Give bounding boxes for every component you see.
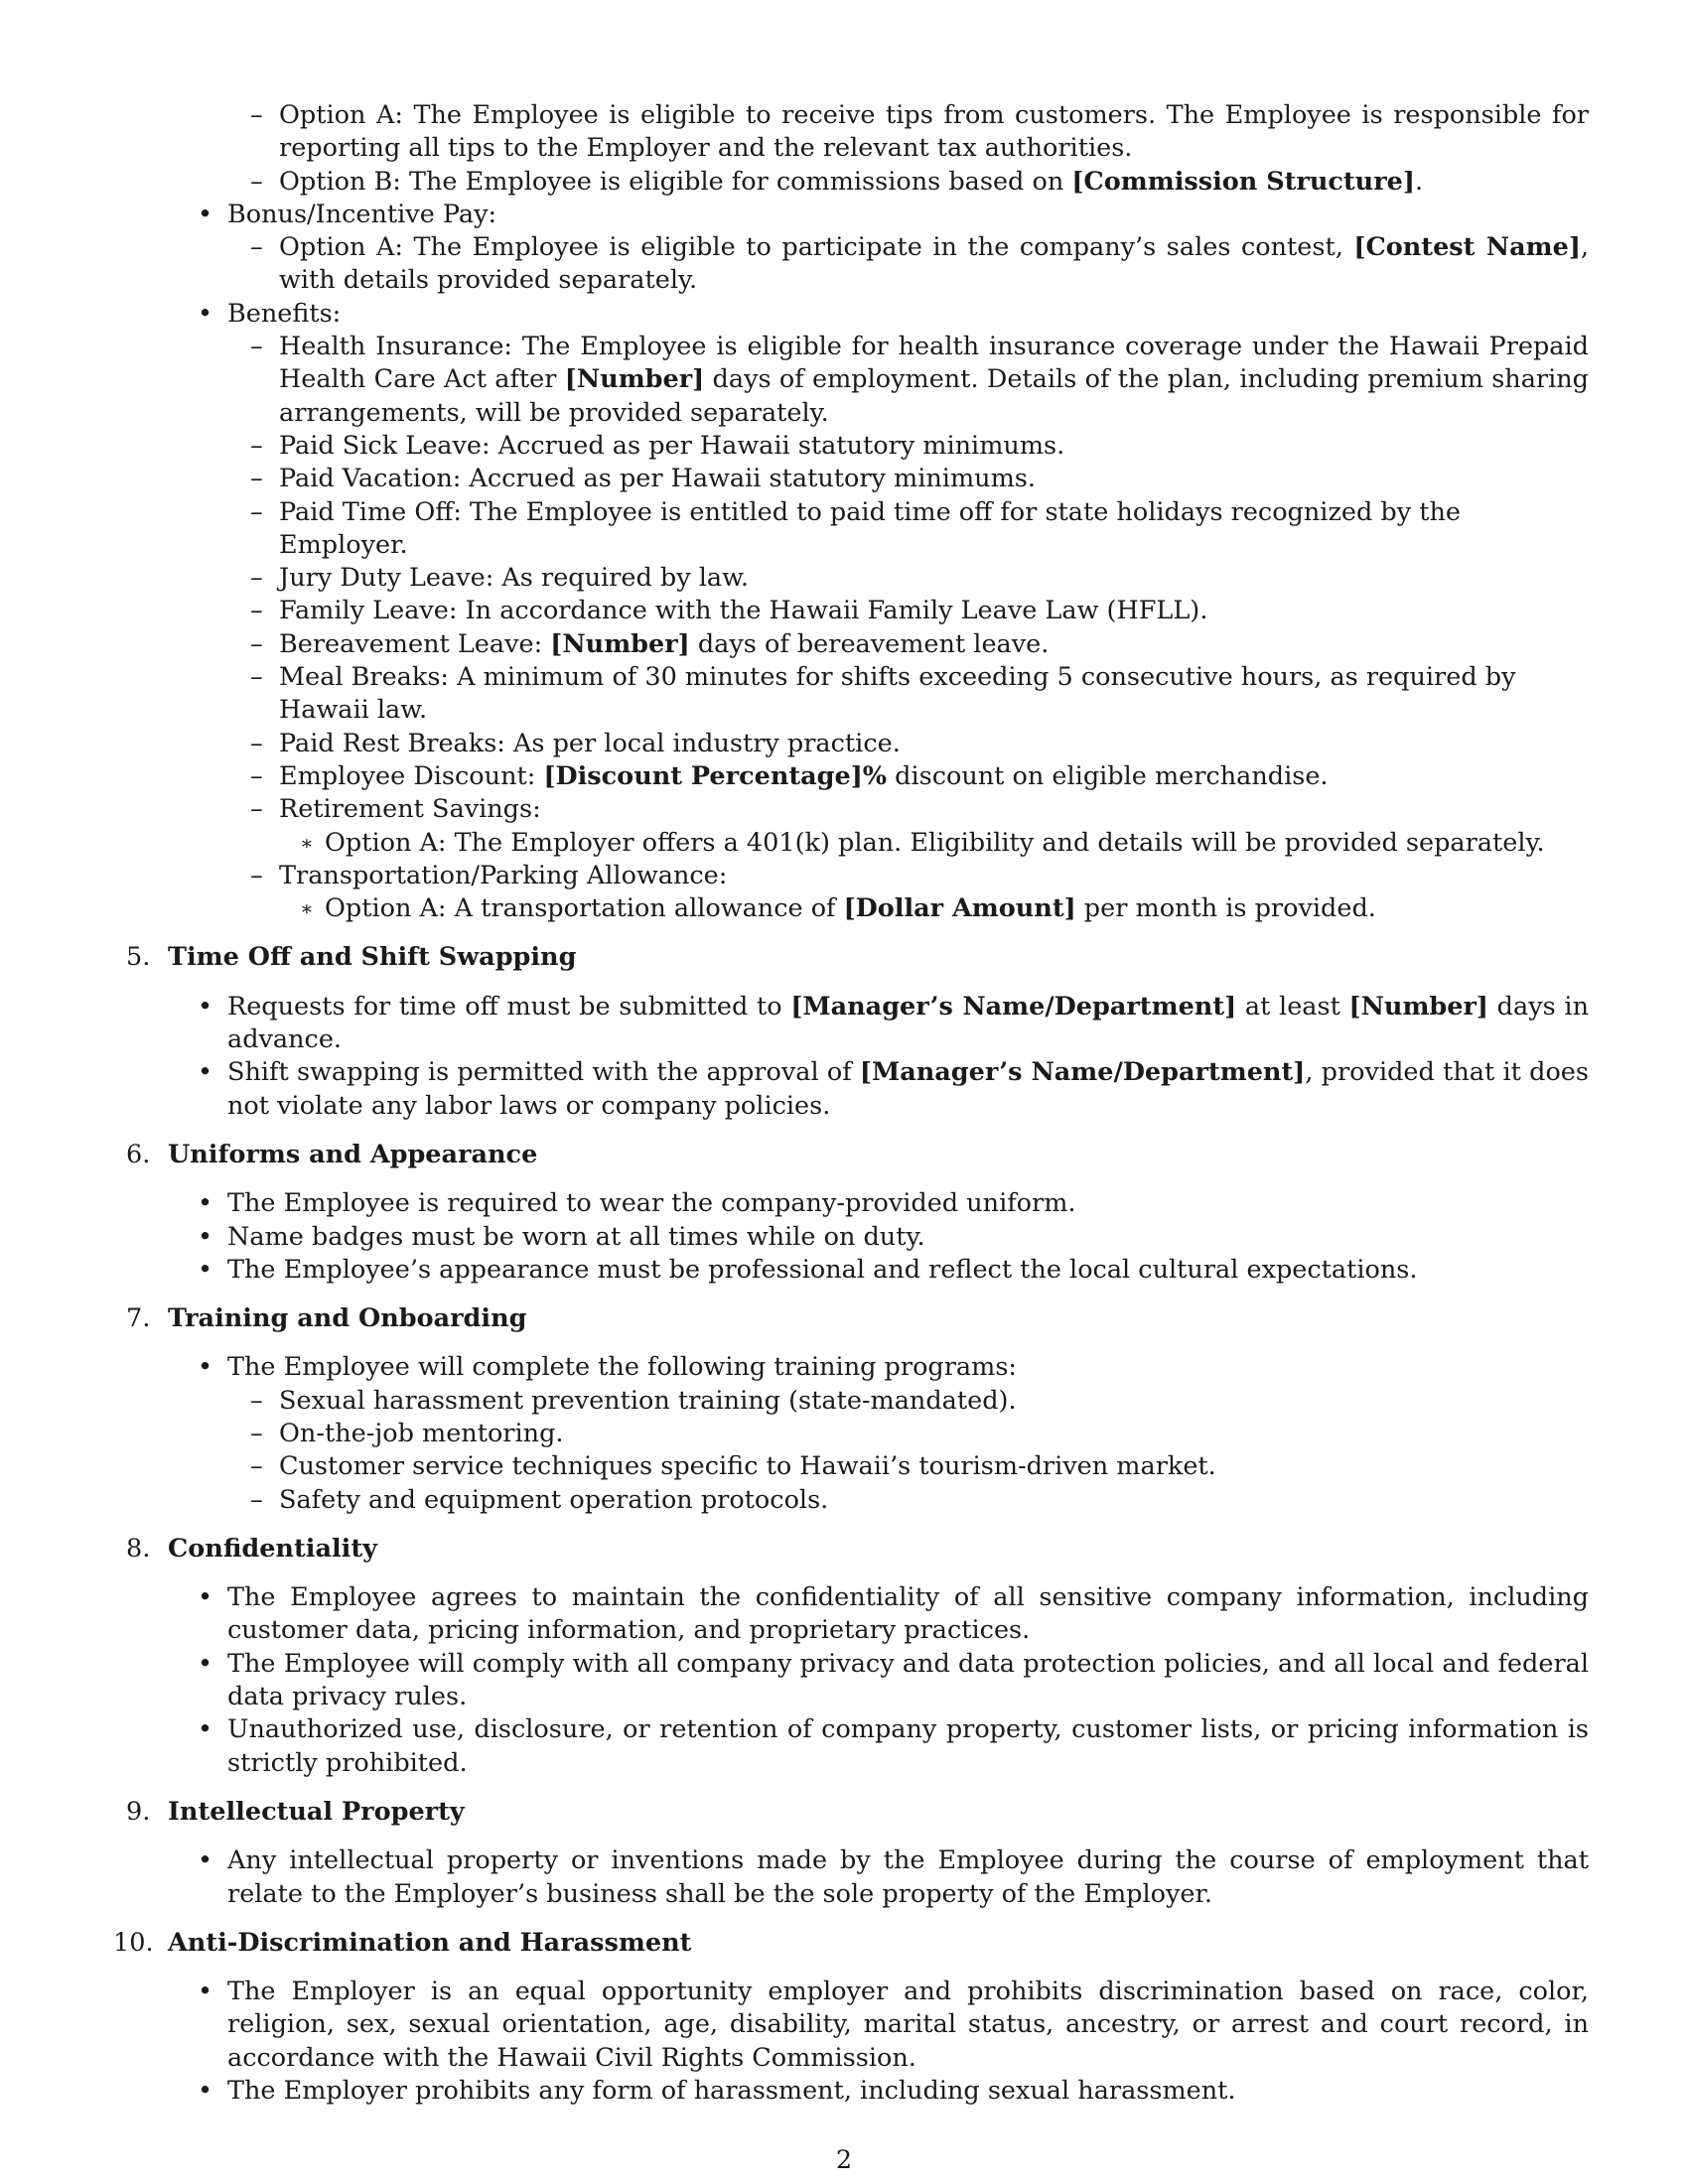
jury-duty: – Jury Duty Leave: As required by law. (279, 562, 1589, 595)
dash-marker: – (250, 794, 263, 825)
bullet-marker: • (198, 1714, 213, 1745)
sick-leave: – Paid Sick Leave: Accrued as per Hawaii statutory minimums. (279, 430, 1589, 463)
list-item: • Unauthorized use, disclosure, or retention of company property, customer lists, or pricing information is strictly prohibited. (198, 1714, 1589, 1778)
list-item: • The Employer prohibits any form of harassment, including sexual harassment. (227, 2075, 1589, 2108)
tips-option: – Option A: The Employee is eligible to receive tips from customers. The Employee is responsible for reporting all tips to the Employer and the relevant tax authorities. (250, 100, 1589, 164)
list-item: • Requests for time off must be submitted to [Manager’s Name/Department] at least [Number] days in advance. (198, 991, 1589, 1055)
section-title: Confidentiality (168, 1533, 377, 1564)
paid-vacation: – Paid Vacation: Accrued as per Hawaii statutory minimums. (279, 463, 1589, 495)
list-item: • The Employee is required to wear the company-provided uniform. (227, 1187, 1589, 1220)
bonus-option: – Option A: The Employee is eligible to participate in the company’s sales contest, [Contest Name], with details provided separately. (250, 232, 1589, 296)
bereavement-leave: – Bereavement Leave: [Number] days of bereavement leave. (279, 628, 1589, 661)
section-title: Intellectual Property (168, 1796, 465, 1827)
bullet-marker: • (198, 298, 213, 329)
bonus-item: • Bonus/Incentive Pay: (227, 199, 1589, 231)
bullet-marker: • (198, 1648, 213, 1679)
list-item: • The Employer is an equal opportunity employer and prohibits discrimination based on race, color, religion, sex, sexual orientation, age, disability, marital status, ancestry, or arrest and court record, in accordance with the Hawaii Civil Rights Commission. (198, 1977, 1589, 2073)
bullet-marker: • (198, 1188, 213, 1219)
training-item: – Safety and equipment operation protocols. (279, 1484, 1589, 1517)
retirement-option: ∗ Option A: The Employer offers a 401(k) plan. Eligibility and details will be provided separately. (325, 827, 1589, 860)
number-placeholder: [Number] (550, 628, 690, 659)
dash-marker: – (250, 760, 263, 791)
dash-marker: – (250, 728, 263, 758)
section-heading (126, 1533, 1688, 1566)
transport-allowance: – Transportation/Parking Allowance: (279, 860, 1589, 892)
section-number: 5. (126, 942, 151, 973)
dash-marker: – (250, 430, 263, 461)
dash-marker: – (250, 166, 263, 197)
list-item: • The Employee agrees to maintain the confidentiality of all sensitive company information, including customer data, pricing information, and proprietary practices. (198, 1582, 1589, 1646)
retirement-savings: – Retirement Savings: (279, 793, 1589, 826)
contest-placeholder: [Contest Name] (1353, 232, 1581, 263)
bullet-marker: • (198, 2076, 213, 2107)
section-heading (126, 1302, 1688, 1335)
section-title: Uniforms and Appearance (168, 1139, 538, 1169)
dash-marker: – (250, 332, 263, 362)
discount-placeholder: [Discount Percentage]% (543, 760, 888, 791)
bullet-marker: • (198, 1057, 213, 1088)
list-item: • Shift swapping is permitted with the approval of [Manager’s Name/Department], provided that it does not violate any labor laws or company policies. (198, 1057, 1589, 1121)
transport-option: ∗ Option A: A transportation allowance of [Dollar Amount] per month is provided. (325, 892, 1589, 925)
training-item: – Customer service techniques specific to Hawaii’s tourism-driven market. (279, 1450, 1589, 1483)
section-number: 6. (126, 1139, 151, 1169)
dash-marker: – (250, 563, 263, 594)
list-item: • The Employee will complete the following training programs: (227, 1351, 1589, 1384)
section-title: Training and Onboarding (168, 1303, 527, 1334)
list-item: • Any intellectual property or inventions made by the Employee during the course of employment that relate to the Employer’s business shall be the sole property of the Employer. (198, 1845, 1589, 1909)
dash-marker: – (250, 464, 263, 494)
list-item: • The Employee’s appearance must be professional and reflect the local cultural expectations. (227, 1254, 1589, 1287)
list-item: • The Employee will comply with all company privacy and data protection policies, and all local and federal data privacy rules. (198, 1648, 1589, 1712)
dollar-placeholder: [Dollar Amount] (843, 893, 1076, 924)
asterisk-marker: ∗ (300, 830, 314, 855)
dash-marker: – (250, 1418, 263, 1448)
dash-marker: – (250, 100, 263, 130)
dash-marker: – (250, 496, 263, 527)
bullet-marker: • (198, 1352, 213, 1383)
bullet-marker: • (198, 991, 213, 1022)
dash-marker: – (250, 1385, 263, 1416)
section-number: 8. (126, 1533, 151, 1564)
page-content (0, 99, 1688, 2108)
training-item: – On-the-job mentoring. (279, 1418, 1589, 1450)
paid-time-off: – Paid Time Off: The Employee is entitled to paid time off for state holidays recognized by the Employer. (250, 496, 1462, 560)
section-heading (126, 1796, 1688, 1829)
number-placeholder: [Number] (564, 364, 705, 395)
family-leave: – Family Leave: In accordance with the Hawaii Family Leave Law (HFLL). (279, 595, 1589, 627)
bullet-marker: • (198, 1221, 213, 1252)
dash-marker: – (250, 662, 263, 693)
bullet-marker: • (198, 1582, 213, 1613)
rest-breaks: – Paid Rest Breaks: As per local industry practice. (279, 728, 1589, 760)
section-number: 9. (126, 1796, 151, 1827)
bullet-marker: • (198, 1845, 213, 1876)
health-insurance: – Health Insurance: The Employee is eligible for health insurance coverage under the Hawaii Prepaid Health Care Act after [Number] days of employment. Details of the plan, including premium sharing arrangements, will be provided separately. (250, 332, 1590, 428)
bullet-marker: • (198, 1254, 213, 1285)
section-heading (126, 941, 1688, 974)
dash-marker: – (250, 1451, 263, 1482)
dash-marker: – (250, 232, 263, 263)
section-heading (113, 1927, 1688, 1960)
commission-placeholder: [Commission Structure] (1071, 166, 1415, 197)
section-number: 7. (126, 1303, 151, 1334)
meal-breaks: – Meal Breaks: A minimum of 30 minutes for shifts exceeding 5 consecutive hours, as required by Hawaii law. (250, 662, 1516, 726)
dash-marker: – (250, 628, 263, 659)
section-number: 10. (113, 1927, 154, 1958)
employee-discount: – Employee Discount: [Discount Percentage]% discount on eligible merchandise. (279, 760, 1589, 793)
bullet-marker: • (198, 1977, 213, 2007)
section-title: Time Off and Shift Swapping (168, 942, 577, 973)
asterisk-marker: ∗ (300, 896, 314, 921)
bullet-marker: • (198, 199, 213, 229)
dash-marker: – (250, 1484, 263, 1515)
page-number: 2 (835, 2145, 853, 2175)
section-title: Anti-Discrimination and Harassment (168, 1927, 692, 1958)
training-item: – Sexual harassment prevention training (state-mandated). (279, 1385, 1589, 1418)
benefits-item: • Benefits: (227, 298, 1589, 331)
dash-marker: – (250, 860, 263, 890)
list-item: • Name badges must be worn at all times while on duty. (227, 1221, 1589, 1254)
section-heading (126, 1139, 1688, 1171)
dash-marker: – (250, 596, 263, 626)
commission-option: – Option B: The Employee is eligible for commissions based on [Commission Structure]. (279, 166, 1589, 199)
